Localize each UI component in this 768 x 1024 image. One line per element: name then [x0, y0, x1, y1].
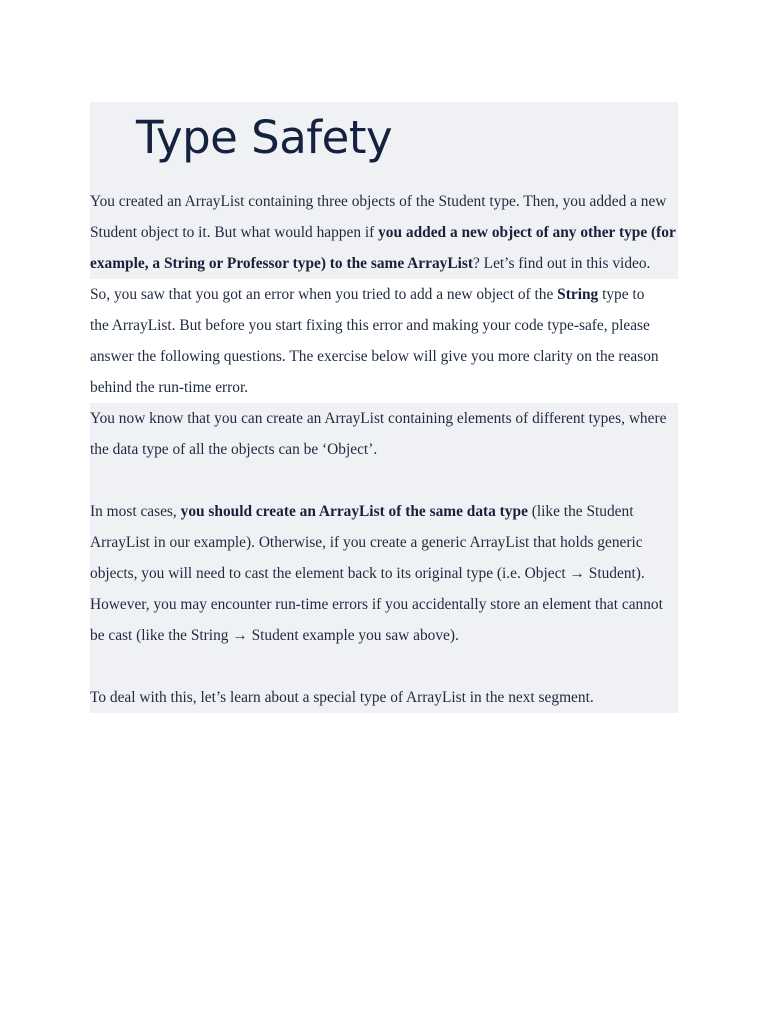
section-intro	[90, 102, 678, 279]
paragraph-next-segment: To deal with this, let’s learn about a special type of ArrayList in the next segment.	[90, 689, 594, 706]
paragraph-object-types: You now know that you can create an ArrayList containing elements of different types, where the data type of all the objects can be ‘Object’.	[90, 410, 667, 458]
document-page	[90, 102, 678, 713]
section-explanation	[90, 403, 678, 713]
paragraph-intro-bold: you added a new object of any other type (for example, a String or Professor type) to the same ArrayList	[90, 224, 676, 272]
paragraph-gap	[90, 651, 678, 682]
paragraph-same-type-text-1: In most cases,	[90, 503, 181, 520]
paragraph-error	[90, 279, 662, 403]
title-block	[90, 102, 678, 186]
paragraph-error-text-2: type to the ArrayList. But before you start fixing this error and making your code type-safe, please answer the following questions. The exercise below will give you more clarity on the reason behind the run-time error.	[90, 286, 659, 396]
paragraph-intro	[90, 186, 678, 279]
paragraph-same-type	[90, 496, 678, 651]
paragraph-error-text-1: So, you saw that you got an error when you tried to add a new object of the	[90, 286, 558, 303]
paragraph-same-type-text-2: (like the Student ArrayList in our example). Otherwise, if you create a generic ArrayList that holds generic objects, you will need to cast the element back to its original type (i.e. Object → Student). However, you may encounter run-time errors if you accidentally store an element that cannot be cast (like the String → Student example you saw above).	[90, 503, 663, 644]
paragraph-same-type-bold: you should create an ArrayList of the same data type	[180, 503, 528, 520]
page-title: Type Safety	[136, 111, 393, 164]
paragraph-gap	[90, 465, 678, 496]
section-error	[90, 279, 678, 403]
paragraph-error-bold: String	[557, 286, 599, 303]
paragraph-intro-text-2: ? Let’s find out in this video.	[473, 255, 651, 272]
paragraph-intro-text-1: You created an ArrayList containing three objects of the Student type. Then, you added a new Student object to it. But what would happen if	[90, 193, 667, 241]
